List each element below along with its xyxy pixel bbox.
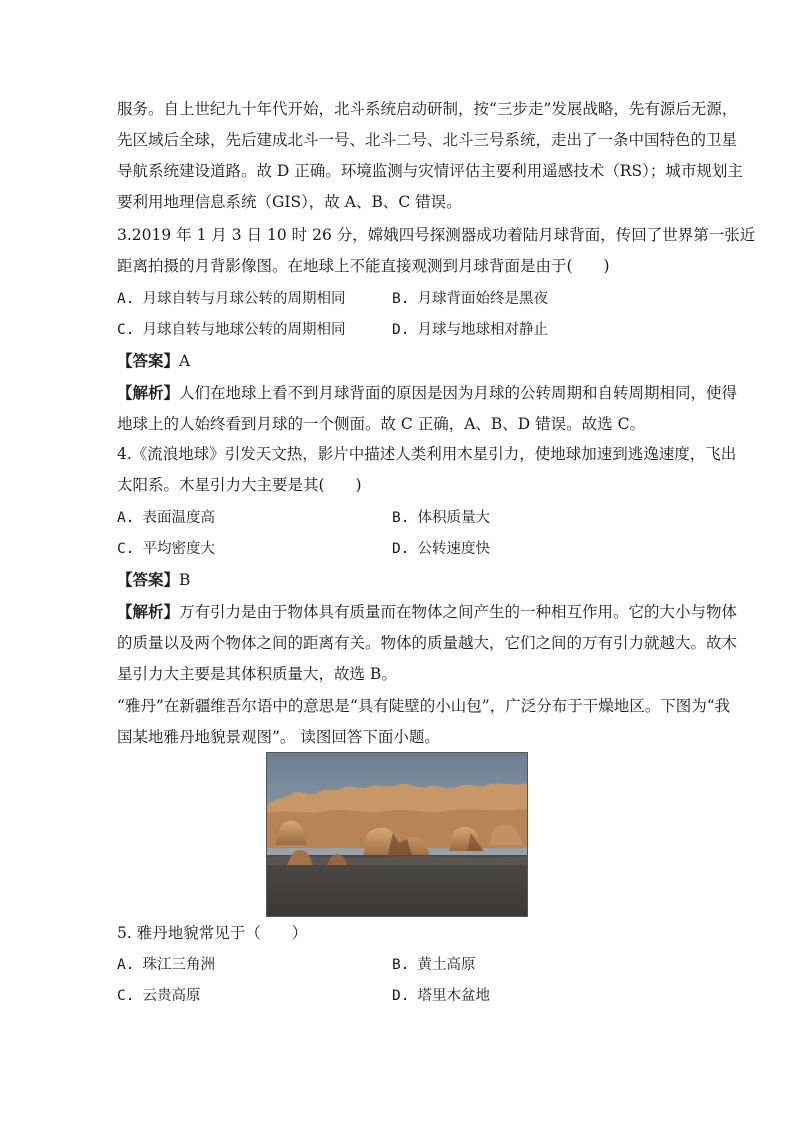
text-line: 太阳系。木星引力大主要是其( ) (117, 476, 362, 494)
option-text: 月球自转与地球公转的周期相同 (142, 322, 346, 338)
q4-option-b (392, 508, 490, 528)
option-tag: A. (117, 510, 135, 526)
analysis-text: 人们在地球上看不到月球背面的原因是因为月球的公转周期和自转周期相同，使得 (179, 384, 738, 402)
q3-option-a (117, 289, 345, 309)
question-3-stem (117, 220, 756, 282)
q5-option-c (117, 986, 200, 1006)
option-text: 云贵高原 (142, 988, 201, 1004)
analysis-label: 【解析】 (117, 383, 180, 402)
option-text: 珠江三角洲 (142, 957, 215, 973)
option-tag: B. (392, 957, 410, 973)
text-line (117, 377, 738, 409)
option-text: 公转速度快 (417, 541, 490, 557)
landscape-illustration (267, 753, 527, 916)
intro-paragraph (117, 94, 743, 218)
text-line: 星引力大主要是其体积质量大，故选 B。 (117, 665, 397, 683)
option-text: 表面温度高 (142, 510, 215, 526)
text-line: 先区域后全球，先后建成北斗一号、北斗二号、北斗三号系统，走出了一条中国特色的卫星 (117, 131, 738, 149)
text-line: 4.《流浪地球》引发天文热，影片中描述人类利用木星引力，使地球加速到逃逸速度，飞出 (117, 445, 737, 463)
answer-label: 【答案】 (117, 570, 180, 589)
option-text: 月球自转与月球公转的周期相同 (142, 291, 346, 307)
q5-option-a (117, 955, 215, 975)
q3-option-c (117, 320, 345, 340)
q4-analysis (117, 596, 738, 690)
q3-analysis (117, 377, 738, 440)
option-tag: C. (117, 541, 135, 557)
text-line: “雅丹”在新疆维吾尔语中的意思是“具有陡壁的小山包”，广泛分布于干燥地区。下图为“我 (117, 697, 731, 715)
q3-answer (117, 351, 190, 371)
question-5-stem (117, 923, 307, 943)
analysis-label: 【解析】 (117, 602, 180, 621)
option-text: 月球背面始终是黑夜 (417, 291, 548, 307)
option-text: 塔里木盆地 (417, 988, 490, 1004)
option-tag: D. (392, 322, 410, 338)
text-line: 的质量以及两个物体之间的距离有关。物体的质量越大，它们之间的万有引力就越大。故木 (117, 634, 738, 652)
q4-option-d (392, 539, 490, 559)
option-tag: C. (117, 988, 135, 1004)
passage-text (117, 691, 731, 753)
option-tag: A. (117, 957, 135, 973)
q5-option-b (392, 955, 475, 975)
q5-option-d (392, 986, 490, 1006)
q4-option-a (117, 508, 215, 528)
yardang-landscape-photo (266, 752, 528, 917)
text-line: 3.2019 年 1 月 3 日 10 时 26 分，嫦娥四号探测器成功着陆月球背面，传回了世界第一张近 (117, 226, 756, 244)
option-tag: D. (392, 988, 410, 1004)
answer-label: 【答案】 (117, 351, 180, 370)
option-text: 体积质量大 (417, 510, 490, 526)
option-tag: B. (392, 291, 410, 307)
option-tag: B. (392, 510, 410, 526)
option-tag: D. (392, 541, 410, 557)
text-line: 要利用地理信息系统（GIS），故 A、B、C 错误。 (117, 193, 462, 211)
question-4-stem (117, 439, 737, 501)
analysis-text: 万有引力是由于物体具有质量而在物体之间产生的一种相互作用。它的大小与物体 (179, 603, 738, 621)
option-text: 平均密度大 (142, 541, 215, 557)
option-text: 月球与地球相对静止 (417, 322, 548, 338)
text-line: 地球上的人始终看到月球的一个侧面。故 C 正确，A、B、D 错误。故选 C。 (117, 415, 645, 433)
option-tag: C. (117, 322, 135, 338)
option-text: 黄土高原 (417, 957, 476, 973)
text-line (117, 596, 738, 628)
q4-answer (117, 570, 190, 590)
q3-option-b (392, 289, 548, 309)
answer-value: A (179, 352, 191, 370)
answer-value: B (179, 571, 191, 589)
q4-option-c (117, 539, 215, 559)
q3-option-d (392, 320, 548, 340)
option-tag: A. (117, 291, 135, 307)
text-line: 导航系统建设道路。故 D 正确。环境监测与灾情评估主要利用遥感技术（RS）；城市规划主 (117, 162, 743, 180)
text-line: 服务。自上世纪九十年代开始，北斗系统启动研制，按“三步走”发展战略，先有源后无源， (117, 100, 738, 118)
text-line: 距离拍摄的月背影像图。在地球上不能直接观测到月球背面是由于( ) (117, 257, 610, 275)
text-line: 国某地雅丹地貌景观图”。 读图回答下面小题。 (117, 728, 440, 746)
stem-text: 5. 雅丹地貌常见于（ ） (117, 924, 308, 942)
